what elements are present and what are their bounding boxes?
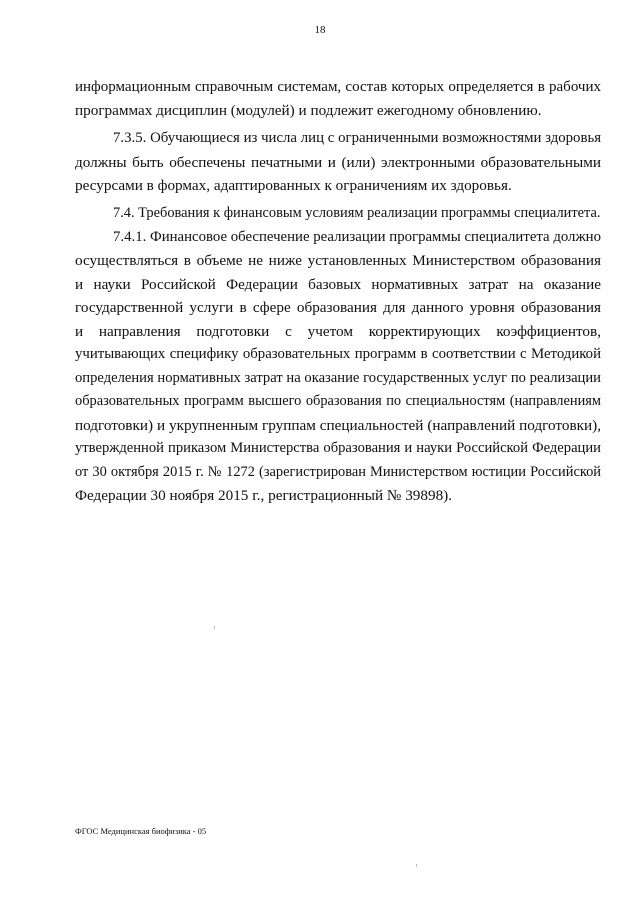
text-line: утвержденной приказом Министерства образования и науки Российской Федерации [75, 440, 601, 456]
text-line: образовательных программ высшего образования по специальностям (направлениям [75, 393, 601, 409]
text-line: Федерации 30 ноября 2015 г., регистрационный № 39898). [75, 487, 453, 504]
text-line: и науки Российской Федерации базовых нормативных затрат на оказание [75, 276, 601, 293]
text-line: должны быть обеспечены печатными и (или) электронными образовательными [75, 154, 601, 171]
text-line: от 30 октября 2015 г. № 1272 (зарегистрирован Министерством юстиции Российской [75, 464, 601, 480]
text-line: осуществляться в объеме не ниже установленных Министерством образования [75, 252, 601, 269]
text-line: информационным справочным системам, состав которых определяется в рабочих [75, 79, 601, 95]
text-line: программах дисциплин (модулей) и подлежит ежегодному обновлению. [75, 102, 542, 119]
text-line: ресурсами в формах, адаптированных к ограничениям их здоровья. [75, 177, 512, 194]
page-number: 18 [314, 24, 326, 36]
section-heading: 7.4. Требования к финансовым условиям реализации программы специалитета. [113, 205, 601, 221]
scan-speck [416, 864, 417, 867]
text-line: 7.4.1. Финансовое обеспечение реализации программы специалитета должно [113, 229, 601, 245]
scan-speck [214, 626, 215, 629]
text-line: определения нормативных затрат на оказание государственных услуг по реализации [75, 370, 601, 386]
text-line: подготовки) и укрупненным группам специальностей (направлений подготовки), [75, 417, 601, 434]
text-line: 7.3.5. Обучающиеся из числа лиц с ограниченными возможностями здоровья [113, 130, 601, 146]
text-line: учитывающих специфику образовательных программ в соответствии с Методикой [75, 346, 601, 362]
footer-note: ФГОС Медицинская биофизика - 05 [75, 826, 207, 836]
text-line: государственной услуги в сфере образования для данного уровня образования [75, 299, 601, 316]
text-line: и направления подготовки с учетом корректирующих коэффициентов, [75, 323, 601, 340]
